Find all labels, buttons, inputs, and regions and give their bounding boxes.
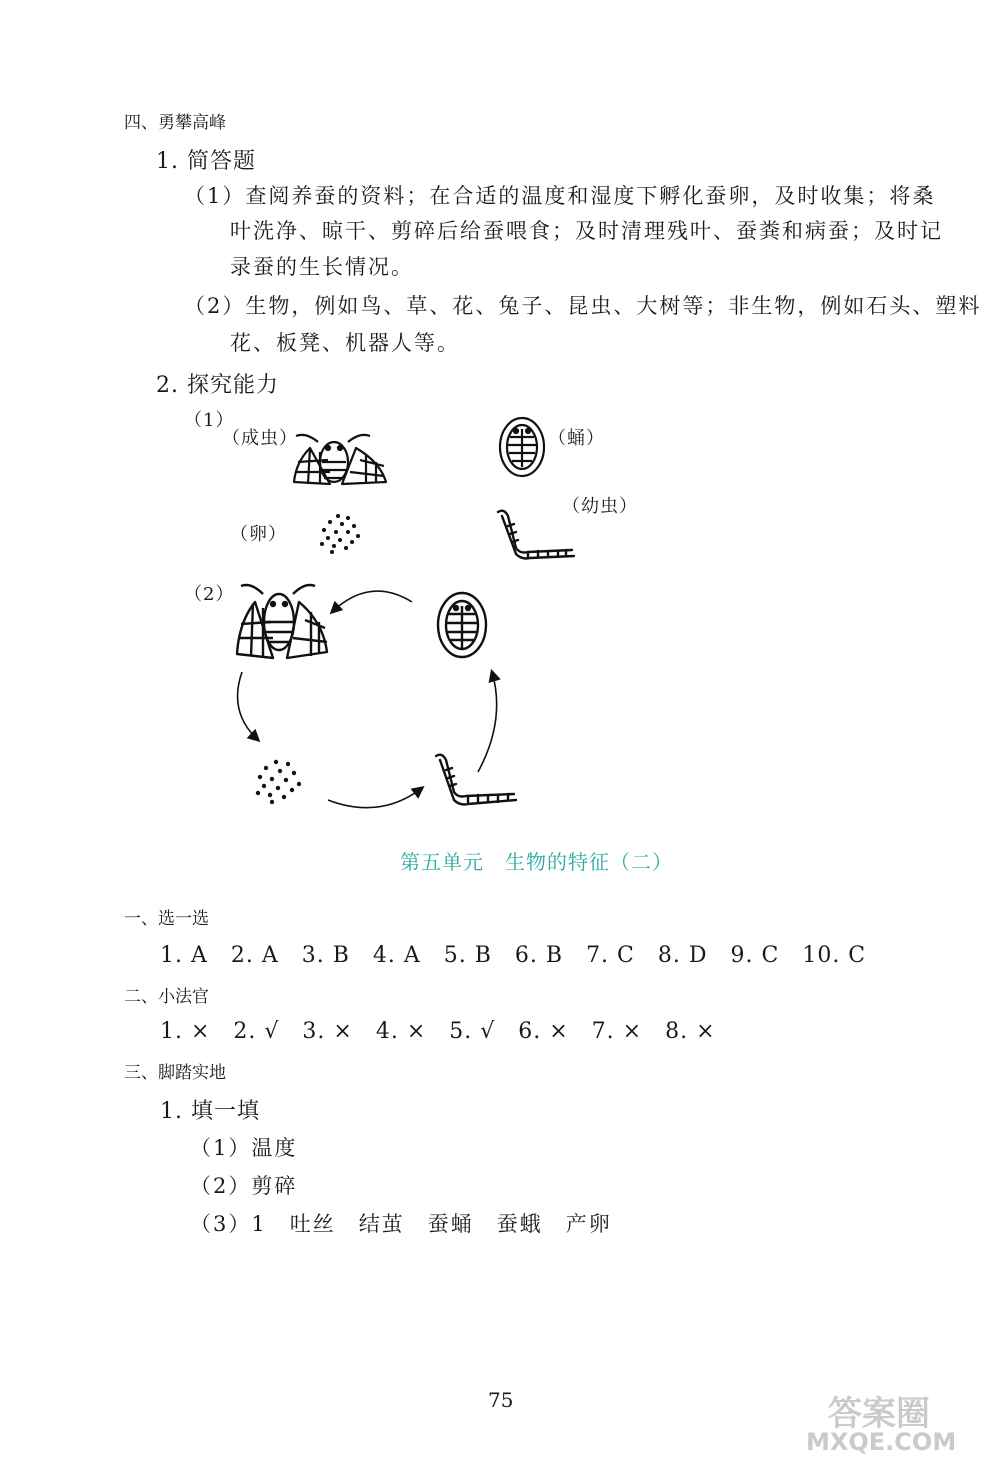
part-label: （1） <box>184 410 235 431</box>
unit-title: 第五单元 生物的特征（二） <box>400 850 673 874</box>
stage-label-larva: （幼虫） <box>562 496 638 517</box>
question-title: 2. 探究能力 <box>156 373 279 398</box>
answer-text: 花、板凳、机器人等。 <box>230 331 460 355</box>
answer-text: （2）生物，例如鸟、草、花、兔子、昆虫、大树等；非生物，例如石头、塑料 <box>184 294 982 318</box>
answer-text: （1）查阅养蚕的资料；在合适的温度和湿度下孵化蚕卵，及时收集；将桑 <box>184 184 936 208</box>
life-cycle-arrows <box>220 580 530 820</box>
section-title: 一、选一选 <box>124 909 209 929</box>
watermark-url: MXQE.COM <box>806 1428 957 1456</box>
section-title: 四、勇攀高峰 <box>124 113 226 133</box>
answer-row: 1. × 2. √ 3. × 4. × 5. √ 6. × 7. × 8. × <box>160 1019 716 1044</box>
answer-text: （1）温度 <box>190 1136 298 1160</box>
page-number: 75 <box>488 1388 514 1412</box>
section-title: 二、小法官 <box>124 987 209 1007</box>
section-title: 三、脚踏实地 <box>124 1063 226 1083</box>
watermark-logo: 答案圈 <box>828 1394 930 1434</box>
stage-label-adult: （成虫） <box>222 428 298 449</box>
question-title: 1. 填一填 <box>160 1099 260 1124</box>
stage-label-pupa: （蛹） <box>548 428 605 449</box>
question-title: 1. 简答题 <box>156 149 256 174</box>
answer-text: 录蚕的生长情况。 <box>230 255 414 279</box>
answer-text: 叶洗净、晾干、剪碎后给蚕喂食；及时清理残叶、蚕粪和病蚕；及时记 <box>230 219 943 243</box>
larva-icon <box>494 506 578 560</box>
part-label: （2） <box>184 584 235 605</box>
answer-text: （3）1 吐丝 结茧 蚕蛹 蚕蛾 产卵 <box>190 1212 612 1236</box>
stage-label-egg: （卵） <box>230 524 287 545</box>
answer-row: 1. A 2. A 3. B 4. A 5. B 6. B 7. C 8. D 9. C 10. C <box>160 943 867 968</box>
pupa-icon <box>496 415 548 479</box>
answer-text: （2）剪碎 <box>190 1174 298 1198</box>
moth-icon <box>290 432 390 488</box>
eggs-icon <box>318 512 362 554</box>
